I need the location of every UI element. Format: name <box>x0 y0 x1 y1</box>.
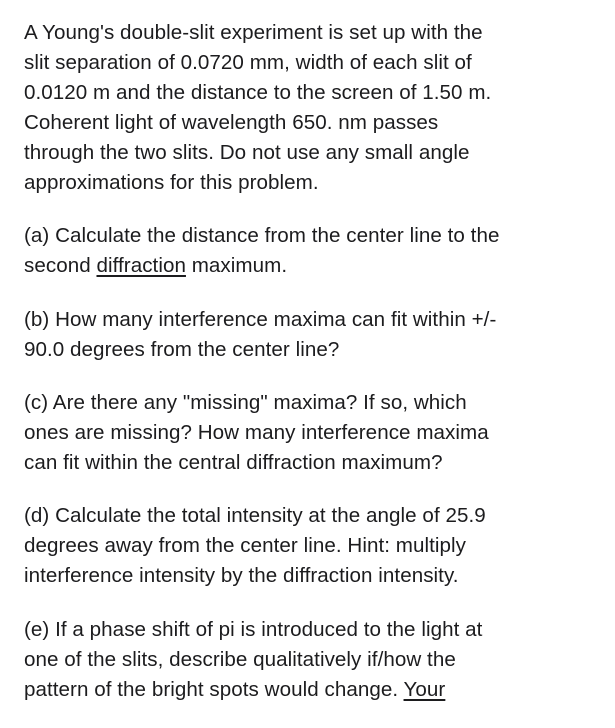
question-e-line: one of the slits, describe qualitatively if/how the <box>24 648 456 671</box>
question-a-line <box>24 251 604 281</box>
problem-document <box>24 18 604 728</box>
underlined-term-diffraction: diffraction <box>96 254 186 277</box>
question-a-text: maximum. <box>185 254 288 277</box>
question-d-line: (d) Calculate the total intensity at the angle of 25.9 <box>24 504 486 527</box>
problem-intro <box>24 18 604 198</box>
question-c-line: (c) Are there any "missing" maxima? If so, which <box>24 391 467 414</box>
question-b-line: 90.0 degrees from the center line? <box>24 338 340 361</box>
question-c <box>24 388 604 478</box>
intro-line: A Young's double-slit experiment is set up with the <box>24 21 483 44</box>
question-d-line: degrees away from the center line. Hint: multiply <box>24 534 466 557</box>
question-b-line: (b) How many interference maxima can fit within +/- <box>24 308 497 331</box>
intro-line: through the two slits. Do not use any small angle <box>24 141 470 164</box>
question-a-text: second <box>24 254 97 277</box>
question-d-line: interference intensity by the diffraction intensity. <box>24 564 459 587</box>
question-c-line: ones are missing? How many interference maxima <box>24 421 489 444</box>
underlined-term-your: Your <box>403 678 446 701</box>
question-b <box>24 305 604 365</box>
intro-line: Coherent light of wavelength 650. nm passes <box>24 111 439 134</box>
question-a-line: (a) Calculate the distance from the center line to the <box>24 224 500 247</box>
question-e-line <box>24 675 604 705</box>
intro-line: approximations for this problem. <box>24 171 319 194</box>
question-c-line: can fit within the central diffraction maximum? <box>24 451 443 474</box>
intro-line: 0.0120 m and the distance to the screen of 1.50 m. <box>24 81 492 104</box>
question-e <box>24 615 604 705</box>
question-d <box>24 501 604 591</box>
question-e-text: pattern of the bright spots would change. <box>24 678 404 701</box>
question-a <box>24 221 604 281</box>
question-e-line: (e) If a phase shift of pi is introduced to the light at <box>24 618 483 641</box>
intro-line: slit separation of 0.0720 mm, width of each slit of <box>24 51 472 74</box>
